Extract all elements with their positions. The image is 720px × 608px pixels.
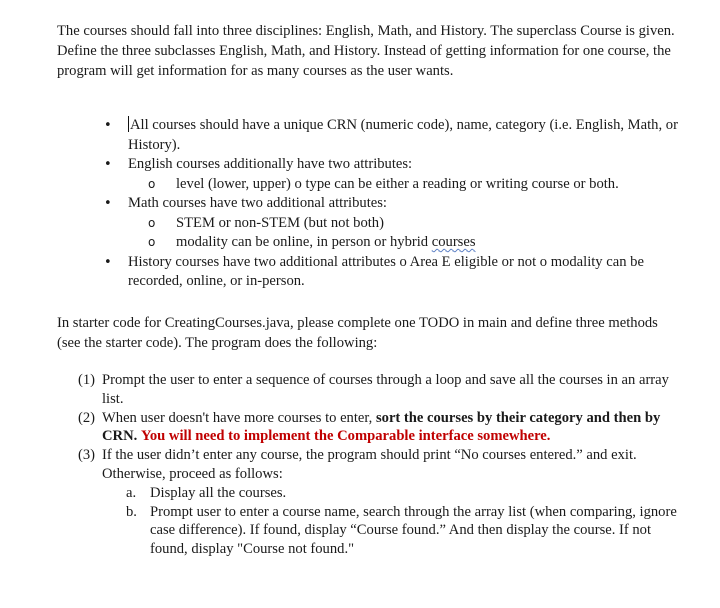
intro-paragraph: The courses should fall into three disciplines: English, Math, and History. The superclass Course is given. Define the three subclasses English, Math, and History. Instead of getting information for one course, the program will get information for as many courses as the user wants. — [57, 23, 675, 79]
step-text: Prompt the user to enter a sequence of courses through a loop and save all the courses in an array list. — [102, 372, 669, 407]
steps-list — [78, 371, 678, 559]
step-text: When user doesn't have more courses to enter, — [102, 409, 376, 426]
step-red-note: You will need to implement the Comparable interface somewhere. — [140, 428, 551, 445]
sub-step-text: Display all the courses. — [150, 484, 287, 501]
sub-item — [128, 214, 684, 234]
sub-bullet-icon: o — [148, 215, 156, 230]
sub-steps-list — [102, 484, 678, 559]
step-number: (2) — [78, 409, 96, 426]
sub-item-text: level (lower, upper) o type can be either a reading or writing course or both. — [176, 175, 619, 192]
sub-step-item — [102, 503, 678, 559]
starter-paragraph: In starter code for CreatingCourses.java, please complete one TODO in main and define three methods (see the starter code). The program does the following: — [57, 315, 658, 351]
bullet-icon: • — [104, 254, 112, 270]
requirement-text: Math courses have two additional attributes: — [128, 195, 387, 211]
sub-step-item — [102, 484, 678, 503]
step-bold-text: sort the courses by their category and then by CRN. — [102, 409, 661, 445]
sub-list — [128, 214, 684, 253]
requirement-item — [104, 194, 684, 253]
requirements-list — [104, 116, 684, 292]
sub-step-letter: a. — [126, 484, 137, 501]
requirement-text: English courses additionally have two attributes: — [128, 156, 413, 172]
sub-list — [128, 175, 684, 195]
sub-step-text: Prompt user to enter a course name, search through the array list (when comparing, ignore case difference). If found, display “Course found.” And then display the course. If not found, display "Course not found." — [150, 503, 677, 558]
requirement-item — [104, 116, 684, 155]
sub-item-text: modality can be online, in person or hybrid — [176, 234, 429, 250]
bullet-icon: • — [104, 196, 112, 211]
sub-bullet-icon: o — [148, 235, 156, 249]
sub-bullet-icon: o — [148, 176, 156, 191]
step-item — [78, 409, 678, 447]
step-text: If the user didn’t enter any course, the program should print “No courses entered.” and exit. Otherwise, proceed as follows: — [102, 447, 637, 482]
bullet-icon: • — [104, 157, 112, 172]
bullet-icon: • — [104, 118, 112, 133]
sub-item-text: STEM or non-STEM (but not both) — [176, 214, 384, 231]
step-number: (1) — [78, 372, 96, 388]
sub-item — [128, 175, 684, 195]
sub-item — [128, 233, 684, 253]
requirement-item — [104, 253, 684, 292]
step-number: (3) — [78, 447, 96, 464]
requirement-item — [104, 155, 684, 194]
spellcheck-word: courses — [431, 234, 476, 250]
step-item — [78, 446, 678, 559]
sub-step-letter: b. — [126, 503, 137, 520]
requirement-text: All courses should have a unique CRN (numeric code), name, category (i.e. English, Math, or History). — [128, 117, 678, 153]
requirement-text: History courses have two additional attributes o Area E eligible or not o modality can be recorded, online, or in-person. — [128, 253, 644, 289]
step-item — [78, 371, 678, 409]
text-cursor — [128, 116, 129, 132]
